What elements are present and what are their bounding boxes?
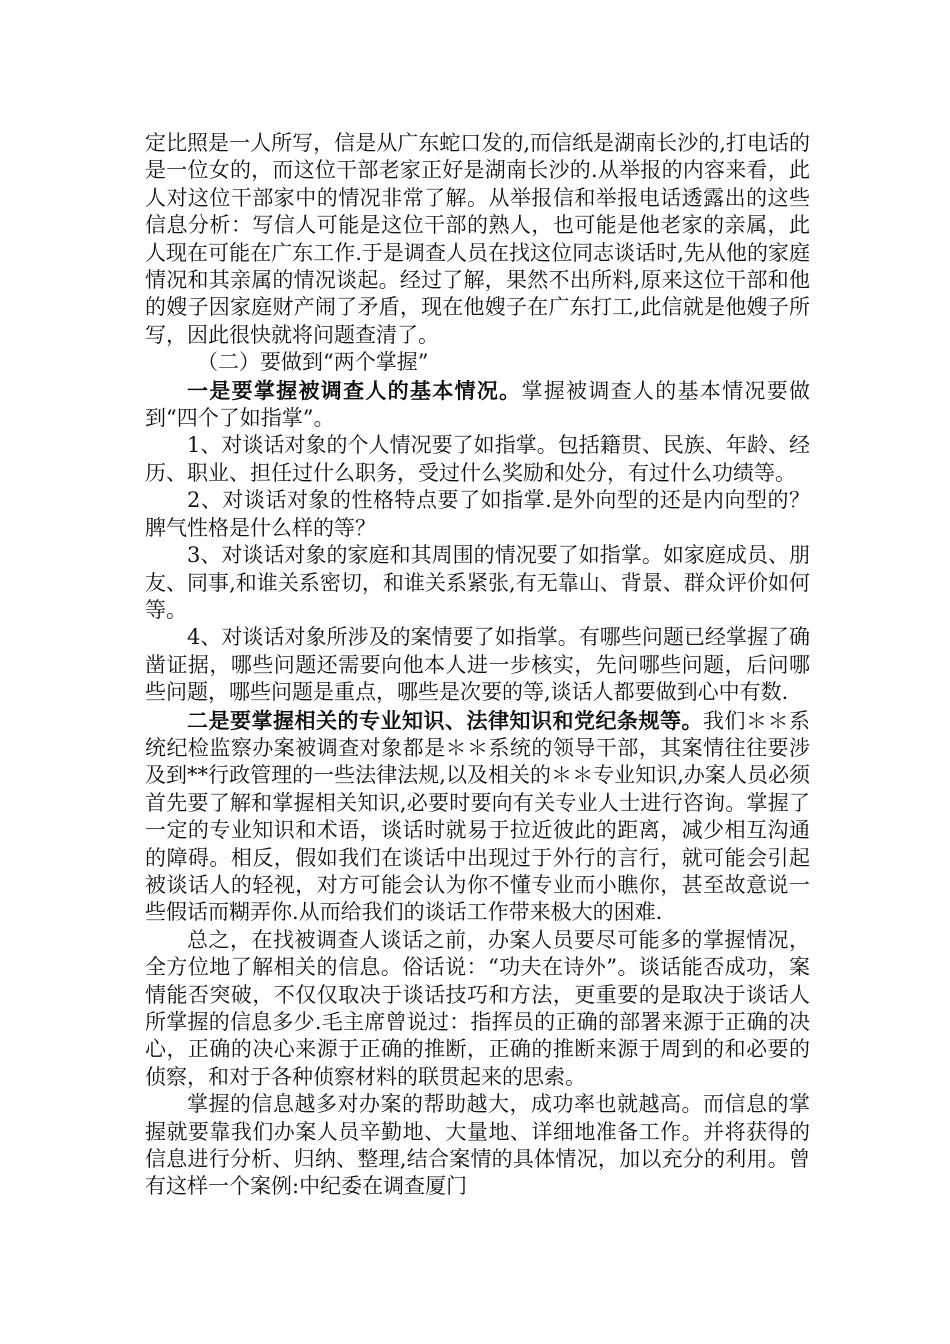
document-body — [145, 130, 810, 1201]
list-item-family: 3、对谈话对象的家庭和其周围的情况要了如指掌。如家庭成员、朋友、同事,和谁关系密切，和谁关系紧张,有无靠山、背景、群众评价如何等。 — [145, 543, 810, 622]
paragraph-lead-basic-info: 一是要掌握被调查人的基本情况。 — [187, 377, 522, 403]
paragraph-basic-info — [145, 377, 810, 433]
paragraph-lead-professional-knowledge: 二是要掌握相关的专业知识、法律知识和党纪条规等。 — [187, 707, 703, 733]
list-item-case-details: 4、对谈话对象所涉及的案情要了如指掌。有哪些问题已经掌握了确凿证据，哪些问题还需要向他本人进一步核实，先问哪些问题，后问哪些问题，哪些问题是重点，哪些是次要的等,谈话人都要做到心中有数. — [145, 625, 810, 705]
paragraph-information-value: 掌握的信息越多对办案的帮助越大，成功率也就越高。而信息的掌握就要靠我们办案人员辛勤地、大量地、详细地准备工作。并将获得的信息进行分析、归纳、整理,结合案情的具体情况，加以充分的利用。曾有这样一个案例:中纪委在调查厦门 — [145, 1092, 810, 1199]
section-heading-two-mastery: （二）要做到“两个掌握” — [197, 350, 429, 375]
list-item-personality: 2、对谈话对象的性格特点要了如指掌.是外向型的还是内向型的？脾气性格是什么样的等？ — [145, 488, 810, 540]
paragraph-summary: 总之，在找被调查人谈话之前，办案人员要尽可能多的掌握情况，全方位地了解相关的信息。俗话说：“功夫在诗外”。谈话能否成功，案情能否突破，不仅仅取决于谈话技巧和方法，更重要的是取决于谈话人所掌握的信息多少.毛主席曾说过：指挥员的正确的部署来源于正确的决心，正确的决心来源于正确的推断，正确的推断来源于周到的和必要的侦察，和对于各种侦察材料的联贯起来的思索。 — [145, 927, 810, 1089]
paragraph-text-basic-info: 掌握被调查人的基本情况要做到“四个了如指掌”。 — [145, 378, 811, 431]
paragraph-professional-knowledge — [145, 707, 810, 927]
paragraph-text-professional-knowledge: 我们＊＊系统纪检监察办案被调查对象都是＊＊系统的领导干部，其案情往往要涉及到**行政管理的一些法律法规,以及相关的＊＊专业知识,办案人员必须首先要了解和掌握相关知识,必要时要向有关专业人士进行咨询。掌握了一定的专业知识和术语，谈话时就易于拉近彼此的距离，减少相互沟通的障碍。相反，假如我们在谈话中出现过于外行的言行，就可能会引起被谈话人的轻视，对方可能会认为你不懂专业而小瞧你，甚至故意说一些假话而糊弄你.从而给我们的谈话工作带来极大的困难. — [145, 708, 810, 925]
paragraph-case-continuation: 定比照是一人所写，信是从广东蛇口发的,而信纸是湖南长沙的,打电话的是一位女的，而这位干部老家正好是湖南长沙的.从举报的内容来看，此人对这位干部家中的情况非常了解。从举报信和举报电话透露出的这些信息分析：写信人可能是这位干部的熟人，也可能是他老家的亲属，此人现在可能在广东工作.于是调查人员在找这位同志谈话时,先从他的家庭情况和其亲属的情况谈起。经过了解，果然不出所料,原来这位干部和他的嫂子因家庭财产闹了矛盾，现在他嫂子在广东打工,此信就是他嫂子所写，因此很快就将问题查清了。 — [145, 131, 810, 347]
list-item-personal-info: 1、对谈话对象的个人情况要了如指掌。包括籍贯、民族、年龄、经历、职业、担任过什么职务，受过什么奖励和处分，有过什么功绩等。 — [145, 433, 810, 485]
